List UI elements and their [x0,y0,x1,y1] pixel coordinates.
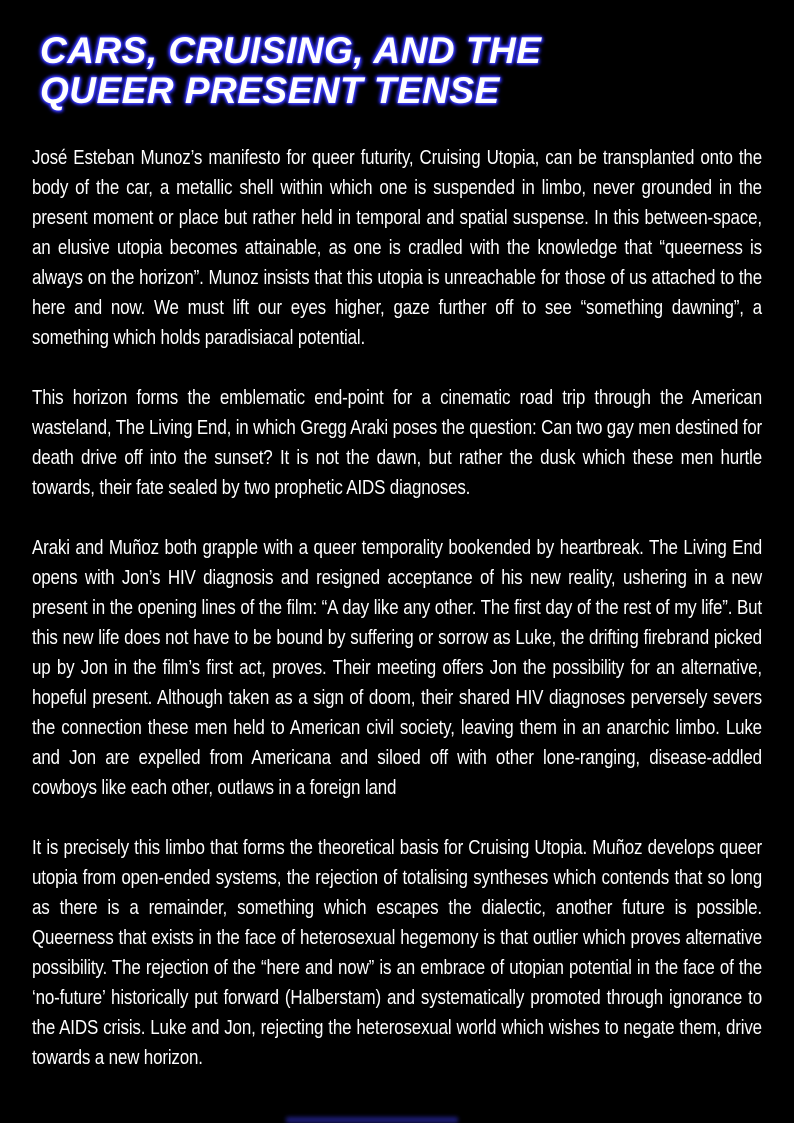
next-page-title-glow-peek [286,1117,458,1123]
page-title-line-1: CARS, CRUISING, AND THE [40,30,542,71]
body-paragraph: This horizon forms the emblematic end-point for a cinematic road trip through the American wasteland, The Living End, in which Gregg Araki poses the question: Can two gay men destined for death drive off into the sunset? It is not the dawn, but rather the dusk which these men hurtle towards, their fate sealed by two prophetic AIDS diagnoses. [32,387,762,499]
body-paragraph: It is precisely this limbo that forms the theoretical basis for Cruising Utopia. Muñoz develops queer utopia from open-ended systems, the rejection of totalising syntheses which contends that so long as there is a remainder, something which escapes the dialectic, another future is possible. Queerness that exists in the face of heterosexual hegemony is that outlier which proves alternative possibility. The rejection of the “here and now” is an embrace of utopian potential in the face of the ‘no-future’ historically put forward (Halberstam) and systematically promoted through ignorance to the AIDS crisis. Luke and Jon, rejecting the heterosexual world which wishes to negate them, drive towards a new horizon. [32,837,762,1069]
body-paragraph: Araki and Muñoz both grapple with a queer temporality bookended by heartbreak. The Living End opens with Jon’s HIV diagnosis and resigned acceptance of his new reality, ushering in a new present in the opening lines of the film: “A day like any other. The first day of the rest of my life”. But this new life does not have to be bound by suffering or sorrow as Luke, the drifting firebrand picked up by Jon in the film’s first act, proves. Their meeting offers Jon the possibility for an alternative, hopeful present. Although taken as a sign of doom, their shared HIV diagnoses perversely severs the connection these men held to American civil society, leaving them in an anarchic limbo. Luke and Jon are expelled from Americana and siloed off with other lone-ranging, disease-addled cowboys like each other, outlaws in a foreign land [32,537,762,799]
body-paragraph: José Esteban Munoz’s manifesto for queer futurity, Cruising Utopia, can be transplanted onto the body of the car, a metallic shell within which one is suspended in limbo, never grounded in the present moment or place but rather held in temporal and spatial suspense. In this between-space, an elusive utopia becomes attainable, as one is cradled with the knowledge that “queerness is always on the horizon”. Munoz insists that this utopia is unreachable for those of us attached to the here and now. We must lift our eyes higher, gaze further off to see “something dawning”, a something which holds paradisiacal potential. [32,147,762,349]
page-title-line-2: QUEER PRESENT TENSE [40,70,500,111]
page-title [40,31,541,111]
essay-body-text [32,143,762,1073]
essay-body [32,143,762,1103]
